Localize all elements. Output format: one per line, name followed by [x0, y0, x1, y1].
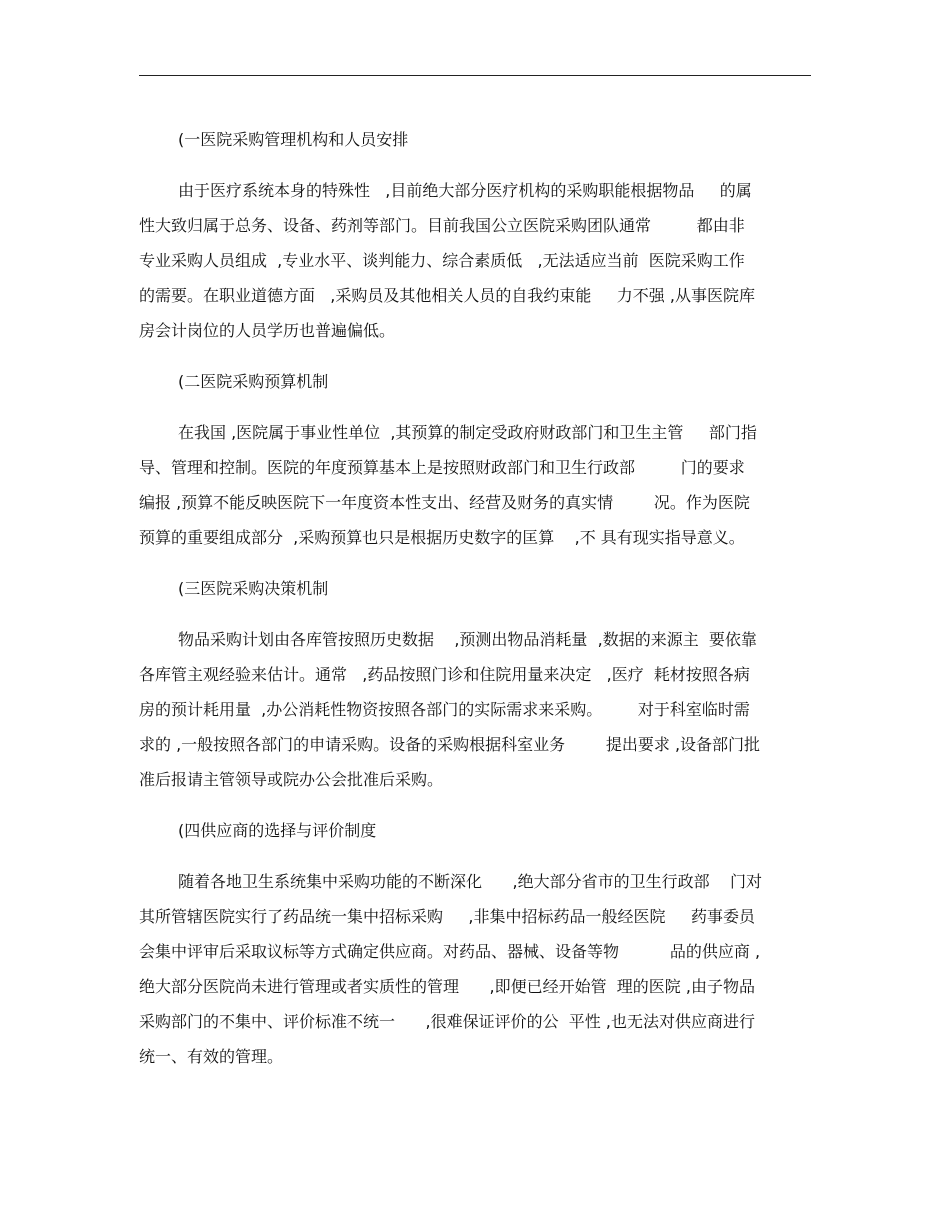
paragraph-line: 求的 ,一般按照各部门的申请采购。设备的采购根据科室业务 提出要求 ,设备部门批	[139, 735, 761, 754]
paragraph-line: 的需要。在职业道德方面 ,采购员及其他相关人员的自我约束能 力不强 ,从事医院库	[139, 286, 755, 305]
paragraph-line: 采购部门的不集中、评价标准不统一 ,很难保证评价的公 平性 ,也无法对供应商进行	[139, 1012, 755, 1031]
paragraph-line: 在我国 ,医院属于事业性单位 ,其预算的制定受政府财政部门和卫生主管 部门指	[178, 423, 757, 442]
section-heading: (三医院采购决策机制	[178, 579, 329, 598]
paragraph-line: 专业采购人员组成 ,专业水平、谈判能力、综合素质低 ,无法适应当前 医院采购工作	[139, 251, 745, 270]
paragraph-line: 各库管主观经验来估计。通常 ,药品按照门诊和住院用量来决定 ,医疗 耗材按照各病	[139, 665, 750, 684]
section-heading: (一医院采购管理机构和人员安排	[178, 130, 409, 149]
document-body	[139, 122, 811, 1090]
paragraph-line: 绝大部分医院尚未进行管理或者实质性的管理 ,即便已经开始管 理的医院 ,由子物品	[139, 977, 755, 996]
paragraph-line: 房会计岗位的人员学历也普遍偏低。	[139, 321, 396, 340]
section-heading: (四供应商的选择与评价制度	[178, 821, 377, 840]
section-paragraph	[139, 864, 811, 1074]
header-rule	[139, 75, 811, 76]
paragraph-line: 性大致归属于总务、设备、药剂等部门。目前我国公立医院采购团队通常 都由非	[139, 216, 745, 235]
section-paragraph	[139, 622, 811, 797]
section-paragraph	[139, 415, 811, 555]
paragraph-line: 由于医疗系统本身的特殊性 ,目前绝大部分医疗机构的采购职能根据物品 的属	[178, 181, 752, 200]
section-heading: (二医院采购预算机制	[178, 372, 329, 391]
paragraph-line: 预算的重要组成部分 ,采购预算也只是根据历史数字的匡算 ,不 具有现实指导意义。	[139, 528, 745, 547]
paragraph-line: 导、管理和控制。医院的年度预算基本上是按照财政部门和卫生行政部 门的要求	[139, 458, 745, 477]
paragraph-line: 房的预计耗用量 ,办公消耗性物资按照各部门的实际需求来采购。 对于科室临时需	[139, 700, 750, 719]
paragraph-line: 准后报请主管领导或院办公会批准后采购。	[139, 770, 444, 789]
paragraph-line: 其所管辖医院实行了药品统一集中招标采购 ,非集中招标药品一般经医院 药事委员	[139, 907, 755, 926]
paragraph-line: 统一、有效的管理。	[139, 1047, 284, 1066]
paragraph-line: 随着各地卫生系统集中采购功能的不断深化 ,绝大部分省市的卫生行政部 门对	[178, 872, 762, 891]
paragraph-line: 物品采购计划由各库管按照历史数据 ,预测出物品消耗量 ,数据的来源主 要依靠	[178, 630, 757, 649]
paragraph-line: 会集中评审后采取议标等方式确定供应商。对药品、器械、设备等物 品的供应商 ,	[139, 942, 761, 961]
section-paragraph	[139, 173, 811, 348]
paragraph-line: 编报 ,预算不能反映医院下一年度资本性支出、经营及财务的真实情 况。作为医院	[139, 493, 750, 512]
